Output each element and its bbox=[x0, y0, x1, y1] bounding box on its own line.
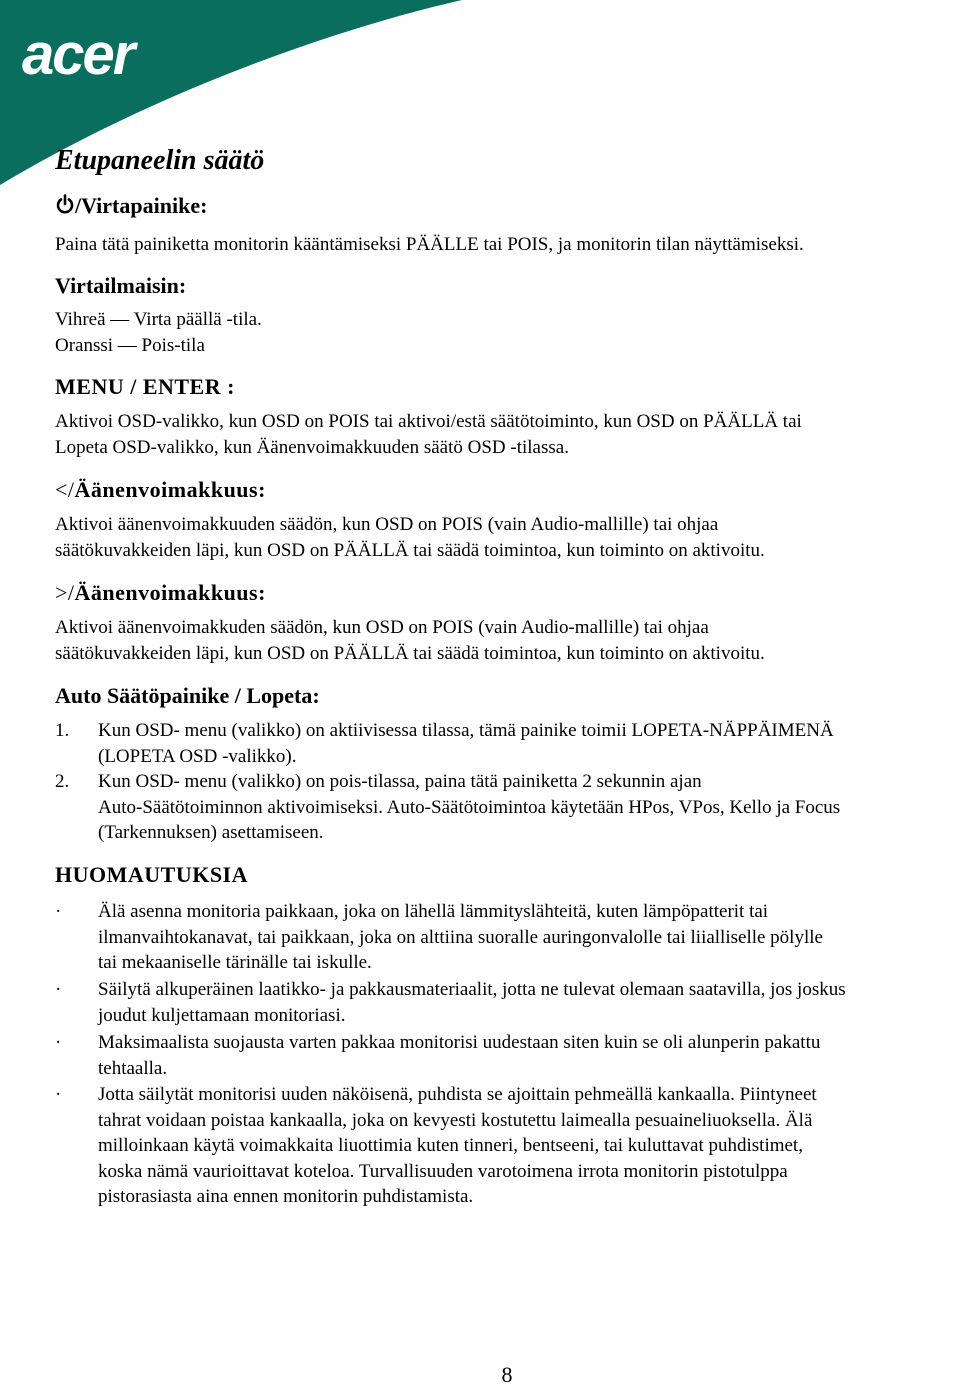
page-number: 8 bbox=[501, 1362, 513, 1387]
note-text bbox=[98, 977, 846, 1028]
volume-up-prefix: >/ bbox=[55, 580, 75, 605]
volume-up-label: Äänenvoimakkuus: bbox=[74, 580, 266, 605]
indicator-description bbox=[55, 307, 262, 358]
list-item-text bbox=[98, 769, 840, 846]
bullet: · bbox=[55, 1032, 62, 1053]
note-text bbox=[98, 1082, 817, 1210]
acer-logo bbox=[22, 22, 139, 87]
volume-down-line-1: Aktivoi äänenvoimakkuuden säädön, kun OSD on POIS (vain Audio-mallille) tai ohjaa bbox=[55, 514, 719, 535]
notes-heading: HUOMAUTUKSIA bbox=[55, 862, 249, 887]
power-icon bbox=[55, 194, 75, 216]
note-line: Jotta säilytät monitorisi uuden näköisenä, puhdista se ajoittain pehmeällä kankaalla. Piintyneet bbox=[98, 1084, 817, 1105]
menu-enter-line-1: Aktivoi OSD-valikko, kun OSD on POIS tai aktivoi/estä säätötoiminto, kun OSD on PÄÄLLÄ tai bbox=[55, 411, 802, 432]
list-item-line: (Tarkennuksen) asettamiseen. bbox=[98, 822, 324, 843]
list-item-line: Auto-Säätötoiminnon aktivoimiseksi. Auto-Säätötoimintoa käytetään HPos, VPos, Kello ja Focus bbox=[98, 796, 841, 818]
menu-enter-description bbox=[55, 409, 802, 460]
power-heading bbox=[55, 193, 207, 219]
note-line: joudut kuljettamaan monitoriasi. bbox=[98, 1004, 346, 1026]
note-line: Säilytä alkuperäinen laatikko- ja pakkausmateriaalit, jotta ne tulevat olemaan saatavilla, jos joskus bbox=[98, 979, 846, 1000]
note-line: milloinkaan käytä voimakkaita liuottimia kuten tinneri, bentseeni, tai kuluttavat puhdistimet, bbox=[98, 1135, 803, 1156]
volume-up-description bbox=[55, 615, 765, 666]
volume-down-prefix: </ bbox=[55, 477, 75, 502]
indicator-heading: Virtailmaisin: bbox=[55, 273, 187, 298]
acer-logo-text: acer bbox=[22, 22, 134, 87]
bullet: · bbox=[55, 1084, 62, 1105]
menu-enter-heading: MENU / ENTER : bbox=[55, 374, 235, 399]
volume-down-description bbox=[55, 512, 765, 563]
bullet: · bbox=[55, 901, 62, 922]
volume-down-label: Äänenvoimakkuus: bbox=[74, 477, 266, 502]
indicator-green: Vihreä — Virta päällä -tila. bbox=[55, 309, 262, 330]
note-text bbox=[98, 899, 823, 976]
note-line: tehtaalla. bbox=[98, 1057, 168, 1079]
note-line: Älä asenna monitoria paikkaan, joka on lähellä lämmityslähteitä, kuten lämpöpatterit tai bbox=[98, 901, 769, 922]
menu-enter-line-2: Lopeta OSD-valikko, kun Äänenvoimakkuuden säätö OSD -tilassa. bbox=[55, 436, 569, 458]
note-line: Maksimaalista suojausta varten pakkaa monitorisi uudestaan siten kuin se oli alunperin pakattu bbox=[98, 1032, 821, 1053]
volume-up-line-2: säätökuvakkeiden läpi, kun OSD on PÄÄLLÄ tai säädä toimintoa, kun toiminto on aktivoitu. bbox=[55, 642, 765, 664]
list-item-text bbox=[98, 718, 834, 769]
list-item-line: (LOPETA OSD -valikko). bbox=[98, 745, 297, 767]
page-title: Etupaneelin säätö bbox=[55, 145, 265, 176]
power-heading-label: /Virtapainike: bbox=[75, 193, 208, 218]
note-line: pistorasiasta aina ennen monitorin puhdistamista. bbox=[98, 1186, 474, 1207]
volume-up-heading bbox=[55, 580, 266, 606]
note-line: tahrat voidaan poistaa kankaalla, joka on kevyesti kostutettu laimealla pesuaineliuoksella. Älä bbox=[98, 1109, 813, 1131]
volume-down-line-2: säätökuvakkeiden läpi, kun OSD on PÄÄLLÄ tai säädä toimintoa, kun toiminto on aktivoitu. bbox=[55, 539, 765, 561]
list-marker: 2. bbox=[55, 771, 70, 792]
power-description: Paina tätä painiketta monitorin kääntämiseksi PÄÄLLE tai POIS, ja monitorin tilan näyttämiseksi. bbox=[55, 234, 804, 255]
list-item-line: Kun OSD- menu (valikko) on aktiivisessa tilassa, tämä painike toimii LOPETA-NÄPPÄIMENÄ bbox=[98, 720, 834, 741]
volume-down-heading bbox=[55, 477, 266, 503]
volume-up-line-1: Aktivoi äänenvoimakkuden säädön, kun OSD on POIS (vain Audio-mallille) tai ohjaa bbox=[55, 617, 709, 638]
list-marker: 1. bbox=[55, 720, 70, 741]
note-text bbox=[98, 1030, 820, 1081]
auto-heading: Auto Säätöpainike / Lopeta: bbox=[55, 683, 320, 708]
note-line: koska nämä vaurioittavat koteloa. Turvallisuuden varotoimena irrota monitorin pistotulppa bbox=[98, 1160, 788, 1182]
note-line: ilmanvaihtokanavat, tai paikkaan, joka on alttiina suoralle auringonvalolle tai liialliselle pölylle bbox=[98, 926, 823, 948]
bullet: · bbox=[55, 979, 62, 1000]
indicator-orange: Oranssi — Pois-tila bbox=[55, 334, 205, 356]
note-line: tai mekaaniselle tärinälle tai iskulle. bbox=[98, 952, 372, 973]
list-item-line: Kun OSD- menu (valikko) on pois-tilassa, paina tätä painiketta 2 sekunnin ajan bbox=[98, 771, 702, 792]
